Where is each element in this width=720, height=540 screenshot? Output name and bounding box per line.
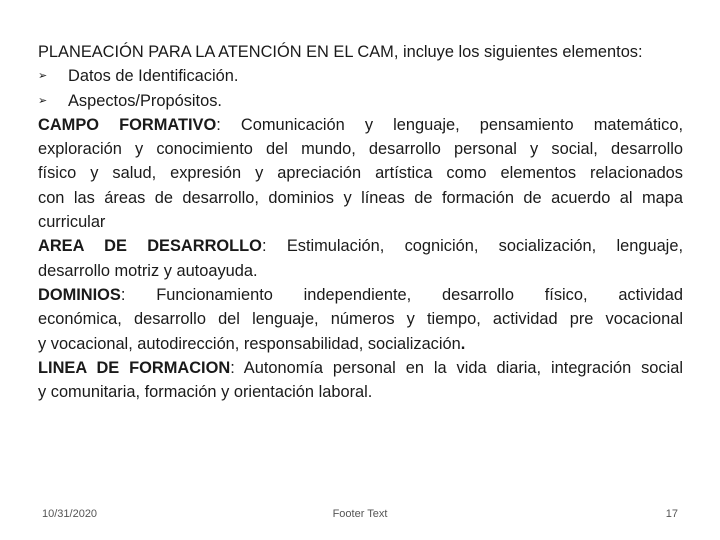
campo-formativo-text: Comunicación y lenguaje, pensamiento matemático,	[240, 115, 684, 134]
bullet-item-aspectos	[38, 89, 683, 113]
campo-formativo-label: CAMPO FORMATIVO	[38, 115, 217, 134]
linea-formacion-text: y comunitaria, formación y orientación laboral.	[38, 383, 373, 402]
campo-formativo-text: físico y salud, expresión y apreciación artística como elementos relacionados	[38, 164, 683, 183]
linea-formacion-text: Autonomía personal en la vida diaria, integración social	[243, 358, 683, 377]
dominios-line: DOMINIOS: Funcionamiento independiente, desarrollo físico, actividad	[38, 285, 684, 304]
linea-formacion-label: LINEA DE FORMACION	[38, 358, 231, 377]
dominios-text: Funcionamiento independiente, desarrollo físico, actividad	[156, 285, 684, 304]
area-desarrollo-text: Estimulación, cognición, socialización, lenguaje,	[286, 237, 683, 256]
dominios-label: DOMINIOS	[38, 285, 121, 304]
dominios-text: económica, desarrollo del lenguaje, números y tiempo, actividad pre vocacional	[38, 310, 683, 329]
slide-body	[38, 40, 683, 404]
footer-date: 10/31/2020	[42, 508, 98, 520]
campo-formativo-text: curricular	[38, 213, 106, 232]
area-desarrollo-line: AREA DE DESARROLLO: Estimulación, cognición, socialización, lenguaje,	[38, 237, 683, 256]
footer-page-number: 17	[665, 508, 678, 520]
campo-formativo-text: exploración y conocimiento del mundo, desarrollo personal y social, desarrollo	[38, 140, 683, 159]
dominios-text-end: y vocacional, autodirección, responsabilidad, socialización.	[38, 334, 466, 353]
campo-formativo-text: con las áreas de desarrollo, dominios y líneas de formación de acuerdo al mapa	[38, 188, 683, 207]
arrow-bullet-icon: ➢	[38, 70, 48, 83]
footer-text: Footer Text	[332, 508, 388, 520]
heading-line: PLANEACIÓN PARA LA ATENCIÓN EN EL CAM, incluye los siguientes elementos:	[38, 43, 643, 61]
bullet-item-identificacion	[38, 64, 683, 88]
linea-formacion-line: LINEA DE FORMACION: Autonomía personal en la vida diaria, integración social	[38, 358, 683, 377]
bullet-text: Aspectos/Propósitos.	[68, 91, 222, 110]
arrow-bullet-icon: ➢	[38, 94, 48, 107]
bullet-text: Datos de Identificación.	[68, 67, 239, 86]
area-desarrollo-label: AREA DE DESARROLLO	[38, 237, 262, 256]
area-desarrollo-text: desarrollo motriz y autoayuda.	[38, 261, 258, 280]
campo-formativo-line: CAMPO FORMATIVO: Comunicación y lenguaje, pensamiento matemático,	[38, 115, 684, 134]
